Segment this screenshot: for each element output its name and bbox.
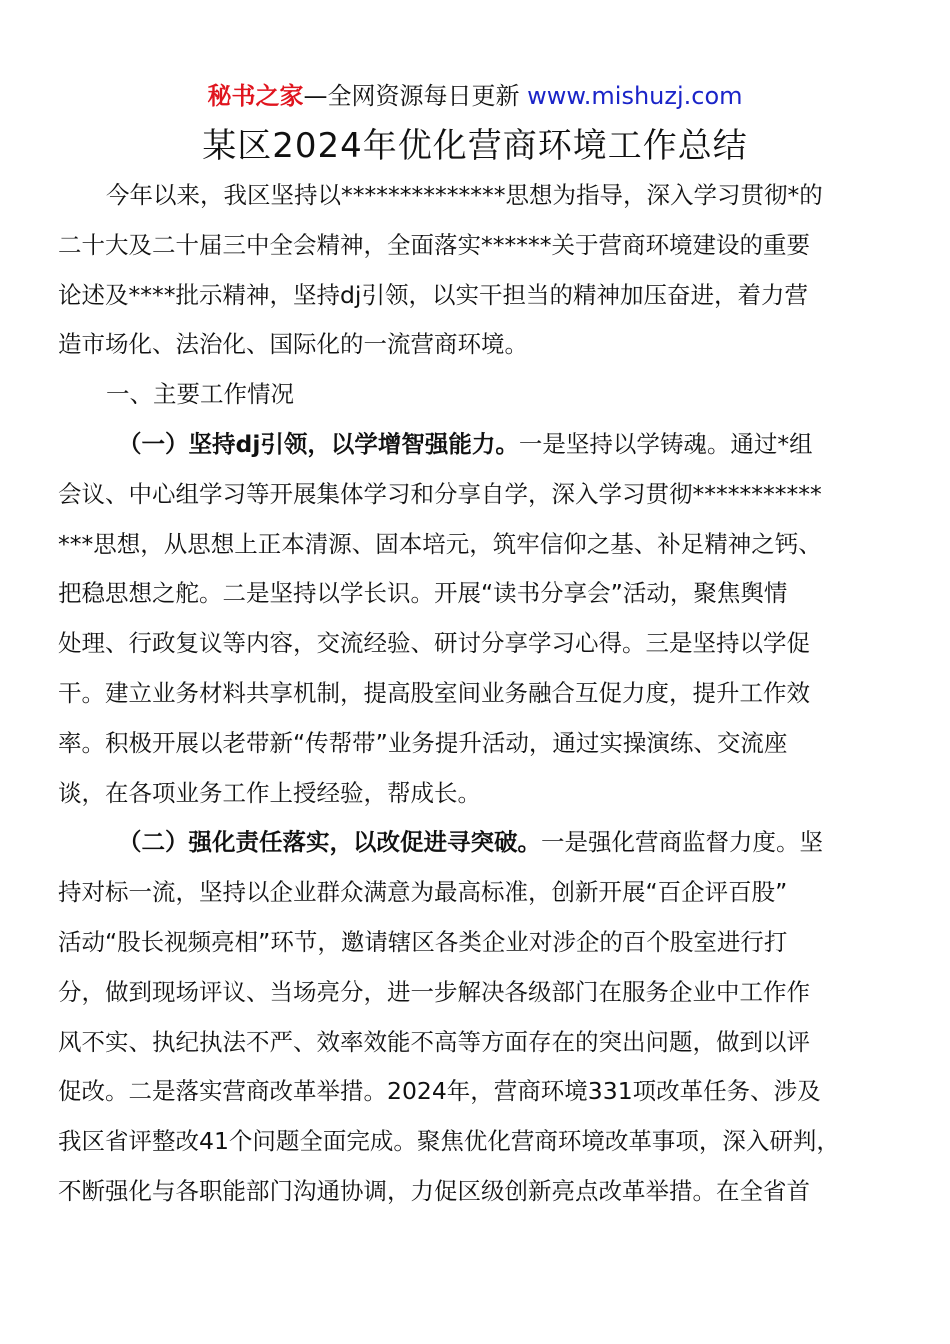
paragraph-line: 谈，在各项业务工作上授经验，帮成长。 xyxy=(58,778,481,807)
paragraph-line: 处理、行政复议等内容，交流经验、研讨分享学习心得。三是坚持以学促 xyxy=(58,629,810,658)
section-heading: 一、主要工作情况 xyxy=(106,380,294,409)
paragraph-line: 持对标一流，坚持以企业群众满意为最高标准，创新开展“百企评百股” xyxy=(58,878,788,907)
brand-name: 秘书之家 xyxy=(207,82,304,110)
paragraph-line: 率。积极开展以老带新“传帮带”业务提升活动，通过实操演练、交流座 xyxy=(58,728,788,757)
subsection-line xyxy=(58,818,890,868)
paragraph-line: 分，做到现场评议、当场亮分，进一步解决各级部门在服务企业中工作作 xyxy=(58,977,810,1006)
paragraph-line: 风不实、执纪执法不严、效率效能不高等方面存在的突出问题，做到以评 xyxy=(58,1027,810,1056)
banner-tagline: —全网资源每日更新 xyxy=(303,82,528,110)
subsection-heading: （二）强化责任落实，以改促进寻突破。 xyxy=(118,828,541,857)
paragraph-line: 不断强化与各职能部门沟通协调，力促区级创新亮点改革举措。在全省首 xyxy=(58,1176,810,1205)
site-banner xyxy=(0,80,950,112)
paragraph-line: ***思想，从思想上正本清源、固本培元，筑牢信仰之基、补足精神之钙、 xyxy=(58,529,822,558)
document-title: 某区2024年优化营商环境工作总结 xyxy=(202,126,748,166)
site-url-link[interactable]: www.mishuzj.com xyxy=(527,82,743,110)
paragraph-line: 促改。二是落实营商改革举措。2024年，营商环境331项改革任务、涉及 xyxy=(58,1077,821,1106)
paragraph-line: 把稳思想之舵。二是坚持以学长识。开展“读书分享会”活动，聚焦舆情 xyxy=(58,579,788,608)
paragraph-line: 论述及****批示精神，坚持dj引领，以实干担当的精神加压奋进，着力营 xyxy=(58,280,808,309)
subsection-line xyxy=(58,420,890,470)
subsection-text: 一是坚持以学铸魂。通过*组 xyxy=(518,429,813,458)
paragraph-line: 我区省评整改41个问题全面完成。聚焦优化营商环境改革事项，深入研判， xyxy=(58,1127,840,1156)
paragraph-line: 造市场化、法治化、国际化的一流营商环境。 xyxy=(58,330,528,359)
document-body xyxy=(58,171,890,1217)
subsection-text: 一是强化营商监督力度。坚 xyxy=(541,828,823,857)
paragraph-line: 会议、中心组学习等开展集体学习和分享自学，深入学习贯彻*********** xyxy=(58,479,822,508)
subsection-heading: （一）坚持dj引领，以学增智强能力。 xyxy=(118,429,519,458)
paragraph-line: 二十大及二十届三中全会精神，全面落实******关于营商环境建设的重要 xyxy=(58,230,810,259)
paragraph-line: 干。建立业务材料共享机制，提高股室间业务融合互促力度，提升工作效 xyxy=(58,678,810,707)
paragraph-line: 活动“股长视频亮相”环节，邀请辖区各类企业对涉企的百个股室进行打 xyxy=(58,927,788,956)
paragraph-line: 今年以来，我区坚持以**************思想为指导，深入学习贯彻*的 xyxy=(106,181,823,209)
